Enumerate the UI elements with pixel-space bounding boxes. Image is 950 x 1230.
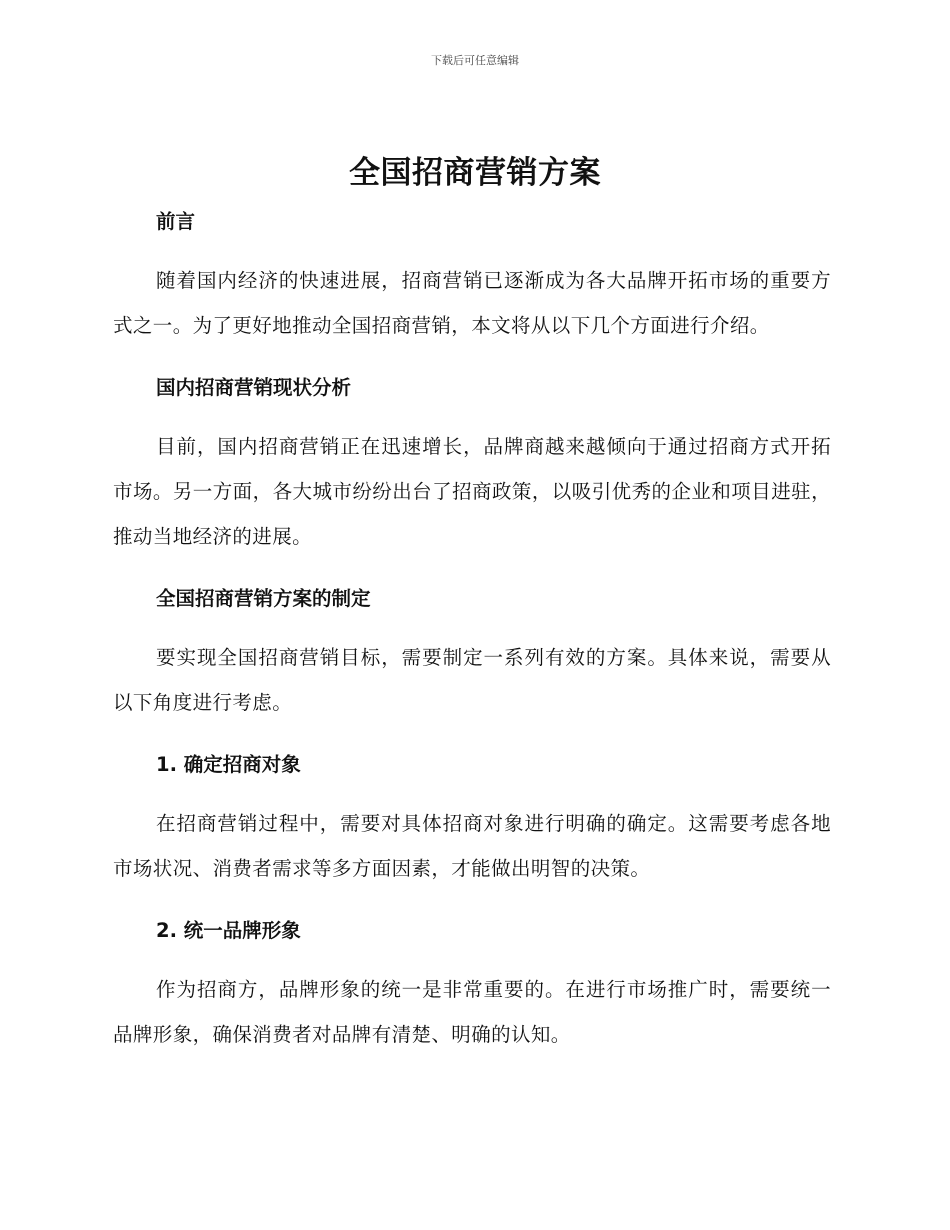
section-heading: 2. 统一品牌形象 (156, 919, 301, 942)
section-heading: 1. 确定招商对象 (156, 753, 301, 776)
document-title: 全国招商营销方案 (349, 155, 601, 191)
section-paragraph: 在招商营销过程中，需要对具体招商对象进行明确的确定。这需要考虑各地市场状况、消费者需求等多方面因素，才能做出明智的决策。 (113, 812, 831, 880)
section-paragraph: 目前，国内招商营销正在迅速增长，品牌商越来越倾向于通过招商方式开拓市场。另一方面，各大城市纷纷出台了招商政策，以吸引优秀的企业和项目进驻，推动当地经济的进展。 (113, 435, 831, 548)
section-paragraph: 作为招商方，品牌形象的统一是非常重要的。在进行市场推广时，需要统一品牌形象，确保消费者对品牌有清楚、明确的认知。 (113, 978, 831, 1046)
document-body (113, 205, 831, 1057)
section-plan-formulation (113, 582, 831, 725)
section-paragraph: 随着国内经济的快速进展，招商营销已逐渐成为各大品牌开拓市场的重要方式之一。为了更好地推动全国招商营销，本文将从以下几个方面进行介绍。 (113, 269, 831, 337)
section-preface (113, 205, 831, 348)
section-heading: 前言 (156, 210, 196, 233)
section-heading: 国内招商营销现状分析 (156, 376, 352, 399)
section-brand-image (113, 914, 831, 1057)
section-domestic-analysis (113, 371, 831, 559)
page-header-note: 下载后可任意编辑 (431, 54, 519, 67)
section-heading: 全国招商营销方案的制定 (156, 587, 371, 610)
section-paragraph: 要实现全国招商营销目标，需要制定一系列有效的方案。具体来说，需要从以下角度进行考虑。 (113, 646, 831, 714)
section-target-selection (113, 748, 831, 891)
